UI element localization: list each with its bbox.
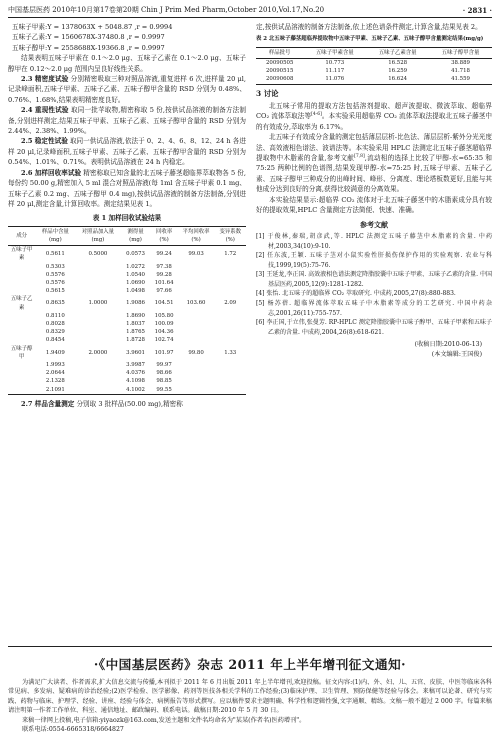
table-1-cell: 1.0690 xyxy=(126,279,145,286)
table-1-cell: 4.0376 xyxy=(126,370,145,377)
section-2-7-title: 2.7 样品含量测定 xyxy=(21,399,75,408)
table-1-row xyxy=(8,369,246,377)
table-1-cell: 99.28 xyxy=(156,271,172,278)
table-1-row xyxy=(8,377,246,385)
table-2 xyxy=(256,47,492,85)
table-1-cell: 1.8037 xyxy=(126,320,145,327)
table-1-cell xyxy=(75,287,120,295)
table-1-cell xyxy=(8,386,35,395)
reproducibility-paragraph xyxy=(8,105,246,136)
table-1-row xyxy=(8,312,246,320)
table-2-cell: 20090515 xyxy=(265,68,294,75)
table-1-cell xyxy=(8,320,35,328)
table-1-cell: 3.9601 xyxy=(126,349,145,356)
table-2-cell: 16.624 xyxy=(366,75,429,84)
table-1-cell xyxy=(215,312,247,320)
table-1-cell xyxy=(215,336,247,344)
table-1-cell xyxy=(215,369,247,377)
table-1-cell xyxy=(178,386,215,395)
continued-paragraph: 定,按供试品溶液的制备方法制备,依上述色谱条件测定,计算含量,结果见表 2。 xyxy=(256,23,482,31)
citation-4-6: [4-6] xyxy=(311,112,322,118)
section-2-5-text: 取同一供试品溶液,依法于 0、2、4、6、8、12、24 h 各进样 20 μl,记录峰面积,五味子甲素、五味子乙素、五味子醇甲含量的 RSD 分别为 0.54%、1.01%、0.71%。表明供试品溶液在 24 h 内稳定。 xyxy=(8,137,246,167)
section-2-3-text: 分别精密吸取三种对照品溶液,重复进样 6 次,进样量 20 μl,记录峰面积,五味子甲素、五味子乙素、五味子醇甲含量的 RSD 分别为 0.48%、0.76%、1.68%,结果表明精密度良好。 xyxy=(8,75,246,104)
notice-paragraph-3: 联系电话:0554-6665318/6664827 xyxy=(22,726,124,734)
table-2-cell: 11.076 xyxy=(303,75,366,84)
table-1-cell xyxy=(75,328,120,336)
section-2-4-title: 2.4 重现性试验 xyxy=(21,106,69,115)
table-2-cell: 16.528 xyxy=(388,60,408,67)
table-2-row xyxy=(256,59,492,68)
table-1-cell: 2.1091 xyxy=(35,386,75,395)
table-1-cell: 2.0000 xyxy=(88,349,108,356)
table-1-header-row xyxy=(8,226,246,245)
table-1-cell: 1.0540 xyxy=(126,271,145,278)
table-1-cell: 1.9993 xyxy=(45,361,65,368)
notice-title: ·《中国基层医药》杂志 2011 年上半年增刊征文通知· xyxy=(93,657,407,672)
table-2-cell: 41.559 xyxy=(429,75,492,84)
table-1-cell xyxy=(8,279,35,287)
reference-item: [4] 张怡. 北五味子的超临界 CO₂ 萃取研究. 中成药,2005,27(8):880-883. xyxy=(256,290,456,298)
notice-body xyxy=(8,678,492,734)
discussion-text-2b: ,流动相的选择上比较了甲醇-水=65:35 和 75:25 两种比例的色谱图,结果发现甲醇-水=75:25 时,五味子甲素、五味子乙素、五味子醇甲三种成分的出峰时间、峰形、分离度、理论塔板数更好,且能与其他成分达到良好的分离,获得比较满意的分离效果。 xyxy=(256,154,492,194)
table-1-cell: 98.85 xyxy=(156,378,172,385)
table-1-row xyxy=(8,345,246,361)
table-1-cell: 五味子醇甲 xyxy=(10,345,33,360)
table-1-cell: 0.8028 xyxy=(45,320,65,327)
table-1-row xyxy=(8,320,246,328)
table-1-cell xyxy=(178,369,215,377)
table-1-cell: 3.9987 xyxy=(126,361,145,368)
table-1-header: 测得量(mg) xyxy=(120,226,150,245)
reference-item: [6] 李正国,于立伟,张曼芳. RP-HPLC 测定降脂胶囊中五味子醇甲、五味子甲素和五味子乙素的含量. 中成药,2004,26(8):618-621. xyxy=(256,319,492,336)
table-1-row xyxy=(8,361,246,369)
journal-info: 中国基层医药 2010年10月第17卷第20期 Chin J Prim Med Pharm,October 2010,Vol.17,No.20 xyxy=(8,6,325,14)
table-2-row xyxy=(256,75,492,84)
table-1-cell xyxy=(215,386,247,395)
section-2-5-title: 2.5 稳定性试验 xyxy=(21,137,68,146)
table-1-cell: 1.72 xyxy=(224,251,237,258)
table-2-caption: 表 2 北五味子藤茎超临界提取物中五味子甲素、五味子乙素、五味子醇甲含量测定结果(mg/g) xyxy=(256,36,484,43)
left-column xyxy=(8,22,246,409)
table-1-cell: 0.5000 xyxy=(88,251,108,258)
table-1-cell xyxy=(178,271,215,279)
table-1-cell xyxy=(178,336,215,344)
table-1-cell: 0.8110 xyxy=(45,312,65,319)
table-1-cell: 五味子甲素 xyxy=(10,247,33,262)
table-1-row xyxy=(8,287,246,295)
discussion-text-2a: 北五味子有效成分含量的测定包括薄层层析-比色法、薄层层析-紫外分光光度法、高效液相色谱法、波谱法等。本实验采用 HPLC 法测定北五味子藤茎超临界提取物中木脂素的含量,参考文献 xyxy=(256,133,492,163)
table-1-cell xyxy=(75,386,120,395)
table-1-cell: 1.0272 xyxy=(126,263,145,270)
table-1-cell: 2.09 xyxy=(224,300,237,307)
table-1-header: 成分 xyxy=(8,226,35,245)
table-1-cell xyxy=(178,263,215,271)
table-1-cell: 99.03 xyxy=(188,251,204,258)
table-1-cell: 1.0498 xyxy=(126,288,145,295)
references-title: 参考文献 xyxy=(360,219,388,229)
table-1-cell: 99.55 xyxy=(151,386,178,395)
table-1-cell xyxy=(178,279,215,287)
table-1-header: 变异系数(%) xyxy=(215,226,247,245)
table-1-cell: 98.66 xyxy=(156,370,172,377)
table-1-cell: 97.38 xyxy=(156,263,172,270)
table-1-cell xyxy=(215,361,247,369)
table-2-cell: 41.718 xyxy=(451,68,470,75)
table-1-cell xyxy=(8,287,35,295)
running-header xyxy=(8,4,492,18)
table-1-cell: 0.5576 xyxy=(45,271,65,278)
table-1-cell xyxy=(215,271,247,279)
table-2-cell: 11.117 xyxy=(325,68,345,75)
recovery-paragraph xyxy=(8,168,246,210)
page-number: · 2831 · xyxy=(462,6,492,15)
table-1-cell xyxy=(75,377,120,385)
table-2-header: 五味子醇甲含量 xyxy=(429,47,492,58)
table-1-cell xyxy=(215,279,247,287)
table-1-cell: 1.9409 xyxy=(45,349,65,356)
linearity-paragraph: 结果表明五味子甲素在 0.1～2.0 μg、五味子乙素在 0.1～2.0 μg、五味子醇甲在 0.12～2.0 μg 范围内呈良好线性关系。 xyxy=(8,54,246,73)
table-1-cell xyxy=(178,312,215,320)
table-1-row xyxy=(8,336,246,344)
equation-schisandrol-a: 五味子醇甲:Y = 2558688X-19366.8 ,r = 0.9997 xyxy=(12,43,165,52)
table-1-cell: 2.1328 xyxy=(45,378,65,385)
discussion-paragraph-3: 本实验结果显示:超临界 CO₂ 流体对于北五味子藤茎中的木脂素成分具有较好的提取效果,HPLC 含量测定方法简便、快速、准确。 xyxy=(256,195,492,215)
reference-item: [2] 任东波,王颖. 五味子茎对小鼠实验性肝损伤保护作用的实验观察. 农业与科技,1999,19(5):75-76. xyxy=(256,252,492,269)
section-divider xyxy=(8,646,492,647)
table-1-row xyxy=(8,279,246,287)
table-2-cell: 20090505 xyxy=(265,60,294,67)
table-2-header: 样品批号 xyxy=(256,47,303,58)
stability-paragraph xyxy=(8,136,246,167)
table-2-header: 五味子甲素含量 xyxy=(303,47,366,58)
table-1-cell xyxy=(215,263,247,271)
table-1-cell xyxy=(178,361,215,369)
table-1-cell xyxy=(178,377,215,385)
table-2-cell: 16.259 xyxy=(388,68,408,75)
table-1-header: 对照品加入量(mg) xyxy=(75,226,120,245)
table-1-cell: 1.9086 xyxy=(126,300,145,307)
equation-schisandrin-b: 五味子乙素:Y = 1560678X-37480.8 ,r = 0.9997 xyxy=(12,33,165,42)
table-1-cell: 101.64 xyxy=(154,279,174,286)
table-1-cell: 99.80 xyxy=(188,349,204,356)
table-1-cell xyxy=(8,263,35,271)
table-1-row xyxy=(8,271,246,279)
table-2-cell: 20090608 xyxy=(256,75,303,84)
table-1-cell: 五味子乙素 xyxy=(10,296,33,311)
table-2-cell: 10.773 xyxy=(325,60,345,67)
table-1-cell xyxy=(75,263,120,271)
right-column xyxy=(256,22,492,360)
section-3-title: 3 讨论 xyxy=(256,88,279,98)
precision-paragraph xyxy=(8,74,246,105)
table-1-cell: 4.1002 xyxy=(120,386,150,395)
table-1-cell: 0.8329 xyxy=(45,329,65,336)
reference-item: [1] 于俊林,秦瑞,胡彦武,等. HPLC 法测定五味子藤茎中木脂素的含量. 中药材,2003,34(10):9-10. xyxy=(256,232,492,250)
reference-item: [5] 杨苏蓓. 超临界流体萃取五味子中木脂素等成分的工艺研究. 中国中药杂志,2001,26(11):755-757. xyxy=(256,300,492,317)
table-1-cell xyxy=(8,271,35,279)
table-1-row xyxy=(8,263,246,271)
table-1-cell xyxy=(215,320,247,328)
citation-7-8: [7,8] xyxy=(354,153,365,159)
table-1-cell xyxy=(75,271,120,279)
discussion-paragraph-2 xyxy=(256,132,492,194)
table-1-cell: 4.1098 xyxy=(126,378,145,385)
table-1-cell xyxy=(75,320,120,328)
table-1 xyxy=(8,226,246,395)
table-1-cell xyxy=(8,377,35,385)
received-date: (收稿日期:2010-06-13) xyxy=(414,341,482,349)
table-2-header-row xyxy=(256,47,492,58)
table-1-cell xyxy=(178,287,215,295)
table-1-cell: 1.33 xyxy=(224,349,237,356)
table-1-cell: 2.0644 xyxy=(45,370,65,377)
table-1-cell xyxy=(75,336,120,344)
table-1-cell xyxy=(75,312,120,320)
table-1-cell xyxy=(75,369,120,377)
section-2-7-text: 分别取 3 批样品(50.00 mg),精密称 xyxy=(76,399,183,408)
editor-credit: (本文编辑:王国俊) xyxy=(431,351,482,359)
table-1-body xyxy=(8,246,246,395)
table-2-row xyxy=(256,67,492,75)
table-1-cell xyxy=(8,361,35,369)
table-1-cell xyxy=(8,336,35,344)
table-1-header: 平均回收率(%) xyxy=(178,226,215,245)
discussion-text-1b: 。本实验采用超临界 CO₂ 流体萃取法提取北五味子藤茎中的有效成分,萃取率为 6.17%。 xyxy=(256,112,492,131)
table-1-cell xyxy=(8,369,35,377)
table-1-cell: 102.74 xyxy=(154,337,174,344)
table-1-row xyxy=(8,295,246,311)
table-1-cell xyxy=(8,328,35,336)
table-1-cell xyxy=(8,312,35,320)
table-1-cell: 1.8765 xyxy=(126,329,145,336)
discussion-paragraph-1 xyxy=(256,101,492,132)
table-1-cell xyxy=(215,287,247,295)
table-1-header: 回收率(%) xyxy=(151,226,178,245)
table-1-cell xyxy=(178,328,215,336)
sample-determination-paragraph xyxy=(8,399,246,409)
section-2-3-title: 2.3 精密度试验 xyxy=(21,75,69,84)
notice-paragraph-1: 为满足广大读者、作者需求,扩大信息交流与传播,本刊拟于 2011 年 6 月出版 2011 年上半年增刊,欢迎投稿。征文内容:(1)内、外、妇、儿、五官、皮肤、中医等临床各科常见病、多发病、疑难病的诊治经验;(2)医学检验、医学影像、药剂等医技各相关学科的工作经验;(3)临床护理、卫生管理、预防保健等经验与体会。来稿可以论著、研究与实践、药物与临床、护理学、经验、讲座、经验与体会、病例报告等形式撰写。应以稿件要求主题明确、科学性和逻辑性强,文字通顺、精练。文稿一般不超过 2 000 字。每篇来稿请注明第一作者工作单位、科室、通信地址、邮政编码、联系电话。截稿日期:2010 年 5 月 30 日。 xyxy=(8,679,492,715)
section-2-6-text: 精密称取已知含量的北五味子藤茎超临界萃取物各 5 份,每份约 50.00 g,精密加入 5 ml 混合对照品溶液(每 1ml 含五味子甲素 0.1 mg、五味子乙素 0.2 mg、五味子醇甲 0.4 mg),按供试品溶液的制备方法制备,分别进样 20 μl,测定含量,计算回收率。测定结果见表 1。 xyxy=(8,168,246,208)
table-1-cell: 103.60 xyxy=(186,300,206,307)
table-1-cell: 0.5615 xyxy=(45,288,65,295)
table-1-cell: 100.09 xyxy=(154,320,174,327)
table-1-cell: 97.66 xyxy=(156,288,172,295)
equation-schisandrin-a: 五味子甲素:Y = 1378063X + 5048.87 ,r = 0.9994 xyxy=(12,23,173,31)
table-1-cell: 101.97 xyxy=(154,349,174,356)
table-1-row xyxy=(8,386,246,395)
discussion-text-1a: 北五味子常用的提取方法包括溶剂提取、超声波提取、微波萃取、超临界 CO₂ 流体萃取法等 xyxy=(256,102,492,121)
table-2-cell: 38.889 xyxy=(451,60,470,67)
table-1-row xyxy=(8,328,246,336)
table-1-cell xyxy=(215,377,247,385)
table-1-cell: 1.0000 xyxy=(88,300,108,307)
table-1-cell xyxy=(215,328,247,336)
table-1-title: 表 1 加样回收试验结果 xyxy=(92,214,162,223)
table-1-cell: 0.8454 xyxy=(45,337,65,344)
table-1-cell: 99.97 xyxy=(156,361,172,368)
table-1-cell: 1.8690 xyxy=(126,312,145,319)
section-2-6-title: 2.6 加样回收率试验 xyxy=(21,168,82,177)
table-1-cell: 0.5611 xyxy=(45,251,65,258)
table-1-cell: 0.8635 xyxy=(45,300,65,307)
table-1-cell: 0.0573 xyxy=(126,251,145,258)
table-1-cell xyxy=(178,320,215,328)
table-1-cell: 0.5303 xyxy=(45,263,65,270)
table-1-cell: 1.8728 xyxy=(126,337,145,344)
table-1-cell: 99.24 xyxy=(156,251,172,258)
table-1-header: 样品中含量(mg) xyxy=(35,226,75,245)
table-1-cell xyxy=(75,361,120,369)
table-1-cell: 105.80 xyxy=(154,312,174,319)
table-1-cell: 104.36 xyxy=(154,329,174,336)
table-2-header: 五味子乙素含量 xyxy=(366,47,429,58)
table-1-cell xyxy=(75,279,120,287)
table-1-cell: 104.51 xyxy=(154,300,174,307)
table-2-body xyxy=(256,59,492,85)
table-1-cell: 0.5576 xyxy=(45,279,65,286)
notice-paragraph-2: 来稿一律网上投稿,电子信箱:yiyaozk@163.com,发送主题和文件名均命名为"某某(作者名)医药增刊"。 xyxy=(22,716,306,724)
reference-item: [3] 王延龙,李正国. 高效液相色谱法测定降脂胶囊中五味子甲素、五味子乙素的含量. 中国基层医药,2005,12(9):1281-1282. xyxy=(256,271,492,288)
section-2-4-text: 取同一批苹取物,精密称取 5 份,按供试品溶液的制备方法制备,分别进样测定,结果五味子甲素、五味子乙素、五味子醇甲含量的 RSD 分别为 2.44%、2.38%、1.99%。 xyxy=(8,106,246,136)
table-1-row xyxy=(8,246,246,263)
